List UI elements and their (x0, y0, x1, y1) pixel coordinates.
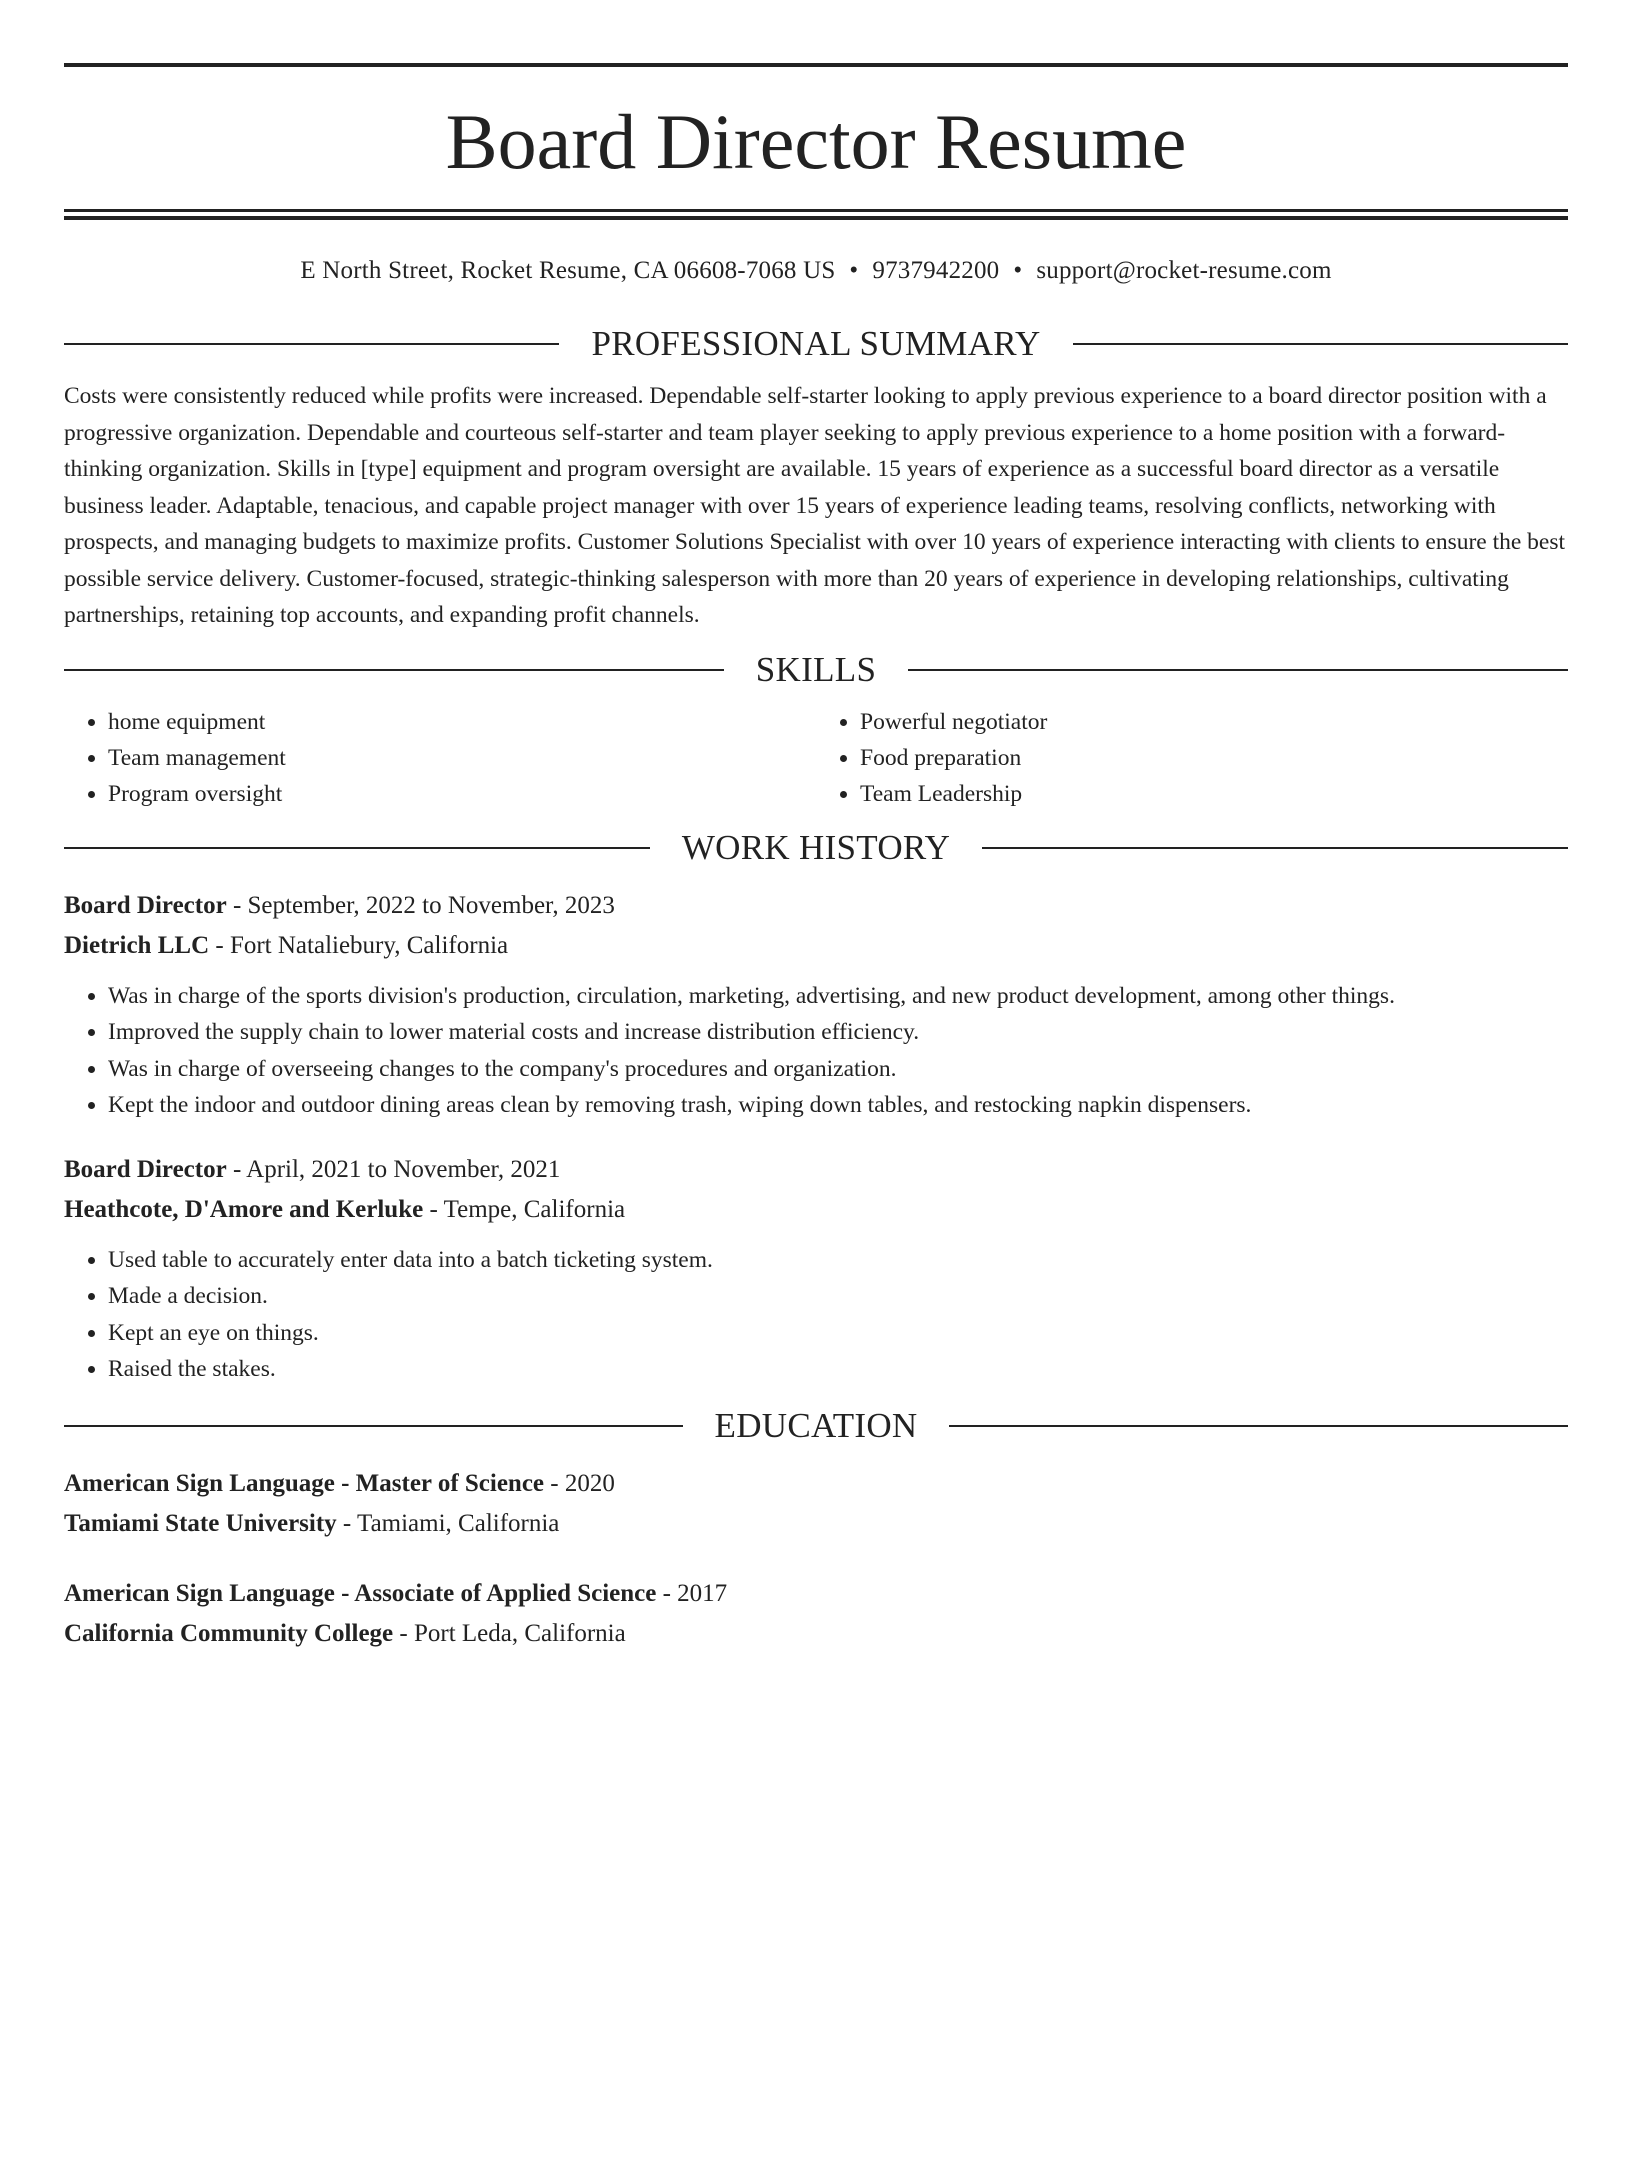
section-rule-left (64, 669, 724, 671)
contact-line (64, 256, 1568, 286)
contact-separator: • (1013, 257, 1023, 284)
job-bullet: • Kept an eye on things. (108, 1315, 1568, 1352)
resume-title: Board Director Resume (445, 98, 1187, 185)
education-degree-line (64, 1574, 1568, 1614)
job-bullet: • Made a decision. (108, 1278, 1568, 1315)
education-degree: American Sign Language - Master of Science (64, 1469, 545, 1497)
education-degree: American Sign Language - Associate of Applied Science (64, 1579, 657, 1607)
job-title: Board Director (64, 1155, 227, 1183)
job-bullet: • Kept the indoor and outdoor dining areas clean by removing trash, wiping down tables, and restocking napkin dispensers. (108, 1087, 1568, 1124)
job-title-line (64, 1150, 1568, 1190)
skills-list (64, 704, 1568, 812)
education-school: Tamiami State University (64, 1509, 337, 1537)
job-company: Heathcote, D'Amore and Kerluke (64, 1195, 424, 1223)
double-rule (64, 209, 1568, 220)
job-bullet: • Was in charge of the sports division's production, circulation, marketing, advertising, and new product development, among other things. (108, 978, 1568, 1015)
job-entry (64, 1150, 1568, 1388)
skill-item: • Team Leadership (860, 776, 1568, 812)
section-header-skills (64, 650, 1568, 690)
resume-page (0, 63, 1632, 2175)
contact-email: support@rocket-resume.com (1036, 257, 1332, 284)
section-rule-left (64, 1425, 683, 1427)
skill-item: • Powerful negotiator (860, 704, 1568, 740)
section-rule-left (64, 343, 559, 345)
job-title-line (64, 886, 1568, 926)
job-location: - Tempe, California (423, 1195, 626, 1223)
education-location: - Port Leda, California (393, 1619, 626, 1647)
education-location: - Tamiami, California (336, 1509, 560, 1537)
job-dates: - April, 2021 to November, 2021 (226, 1155, 561, 1183)
section-title-education: EDUCATION (714, 1405, 918, 1445)
section-header-work (64, 828, 1568, 868)
section-rule-right (949, 1425, 1568, 1427)
education-year: - 2017 (656, 1579, 728, 1607)
section-title-skills: SKILLS (755, 649, 877, 689)
education-entry (64, 1574, 1568, 1654)
contact-phone: 9737942200 (872, 257, 1000, 284)
job-location: - Fort Nataliebury, California (209, 931, 509, 959)
job-dates: - September, 2022 to November, 2023 (226, 891, 615, 919)
education-degree-line (64, 1464, 1568, 1504)
section-header-education (64, 1406, 1568, 1446)
skills-column-left (64, 704, 816, 812)
section-title-work: WORK HISTORY (681, 827, 951, 867)
job-bullet: • Used table to accurately enter data into a batch ticketing system. (108, 1242, 1568, 1279)
section-rule-right (982, 847, 1568, 849)
education-school: California Community College (64, 1619, 394, 1647)
education-year: - 2020 (544, 1469, 615, 1497)
section-rule-right (1073, 343, 1568, 345)
job-title: Board Director (64, 891, 227, 919)
education-school-line (64, 1614, 1568, 1654)
job-bullet: • Was in charge of overseeing changes to the company's procedures and organization. (108, 1051, 1568, 1088)
job-bullet: • Raised the stakes. (108, 1351, 1568, 1388)
job-company: Dietrich LLC (64, 931, 210, 959)
job-bullet: • Improved the supply chain to lower material costs and increase distribution efficiency. (108, 1014, 1568, 1051)
education-school-line (64, 1504, 1568, 1544)
summary-text: Costs were consistently reduced while profits were increased. Dependable self-starter looking to apply previous experience to a board director position with a progressive organization. Dependable and courteous self-starter and team player seeking to apply previous experience to a home position with a forward-thinking organization. Skills in [type] equipment and program oversight are available. 15 years of experience as a successful board director as a versatile business leader. Adaptable, tenacious, and capable project manager with over 15 years of experience leading teams, resolving conflicts, networking with prospects, and managing budgets to maximize profits. Customer Solutions Specialist with over 10 years of experience interacting with clients to ensure the best possible service delivery. Customer-focused, strategic-thinking salesperson with more than 20 years of experience in developing relationships, cultivating partnerships, retaining top accounts, and expanding profit channels. (64, 383, 1566, 628)
section-title-summary: PROFESSIONAL SUMMARY (591, 324, 1041, 363)
education-entry (64, 1464, 1568, 1544)
job-bullets (64, 978, 1568, 1124)
job-bullets (64, 1242, 1568, 1388)
job-entry (64, 886, 1568, 1124)
job-company-line (64, 1190, 1568, 1230)
skill-item: • Food preparation (860, 740, 1568, 776)
skills-column-right (816, 704, 1568, 812)
contact-address: E North Street, Rocket Resume, CA 06608-7068 US (300, 257, 836, 284)
section-rule-right (908, 669, 1568, 671)
job-company-line (64, 926, 1568, 966)
section-header-summary (64, 324, 1568, 364)
contact-separator: • (849, 257, 859, 284)
skill-item: • Team management (108, 740, 816, 776)
skill-item: • Program oversight (108, 776, 816, 812)
skill-item: • home equipment (108, 704, 816, 740)
section-rule-left (64, 847, 650, 849)
